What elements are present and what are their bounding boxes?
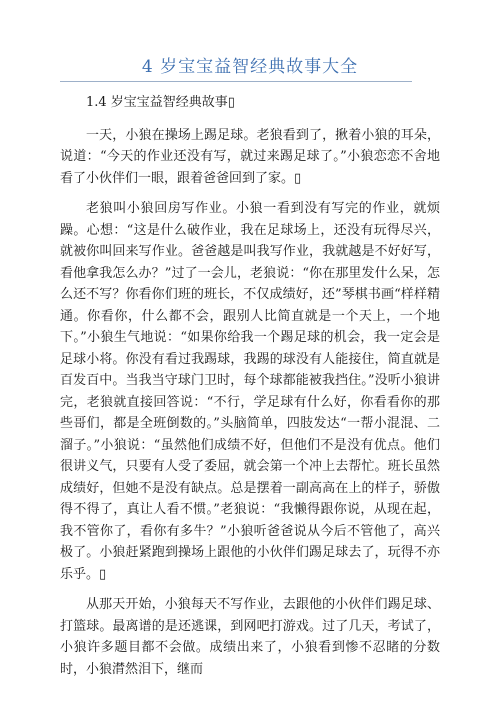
paragraph: 从那天开始，小狼每天不写作业，去跟他的小伙伴们踢足球、打篮球。最离谱的是还逃课，到网吧打游戏。过了几天，考试了，小狼许多题目都不会做。成绩出来了，小狼看到惨不忍睹的分数时，小狼潸然泪下，继而: [60, 597, 440, 677]
section-heading: 1.4 岁宝宝益智经典故事▯: [86, 95, 235, 110]
title-divider: [60, 81, 412, 82]
document-body: [60, 92, 440, 689]
paragraph: 一天，小狼在操场上踢足球。老狼看到了，揪着小狼的耳朵，说道：“今天的作业还没有写，就过来踢足球了。”小狼恋恋不舍地看了小伙伴们一眼，跟着爸爸回到了家。▯: [60, 127, 440, 186]
document-title: 4 岁宝宝益智经典故事大全: [141, 57, 359, 77]
paragraph: 老狼叫小狼回房写作业。小狼一看到没有写完的作业，就烦躁。心想：“这是什么破作业，我在足球场上，还没有玩得尽兴，就被你叫回来写作业。爸爸越是叫我写作业，我就越是不好好写，看他拿我怎么办？”过了一会儿，老狼说：“你在那里发什么呆，怎么还不写？你看你们班的班长，不仅成绩好，还”琴棋书画“样样精通。你看你，什么都不会，跟别人比简直就是一个天上，一个地下。”小狼生气地说：“如果你给我一个踢足球的机会，我一定会是足球小将。你没有看过我踢球，我踢的球没有人能接住，简直就是百发百中。当我当守球门卫时，每个球都能被我挡住。”没听小狼讲完，老狼就直接回答说：“不行，学足球有什么好，你看看你的那些哥们，都是全班倒数的。”头脑简单，四肢发达“一帮小混混、二溜子。”小狼说：“虽然他们成绩不好，但他们不是没有优点。他们很讲义气，只要有人受了委屈，就会第一个冲上去帮忙。班长虽然成绩好，但她不是没有缺点。总是摆着一副高高在上的样子，骄傲得不得了，真让人看不惯。”老狼说：“我懒得跟你说，从现在起，我不管你了，看你有多牛？”小狼听爸爸说从今后不管他了，高兴极了。小狼赶紧跑到操场上跟他的小伙伴们踢足球去了，玩得不亦乐乎。▯: [60, 201, 440, 582]
